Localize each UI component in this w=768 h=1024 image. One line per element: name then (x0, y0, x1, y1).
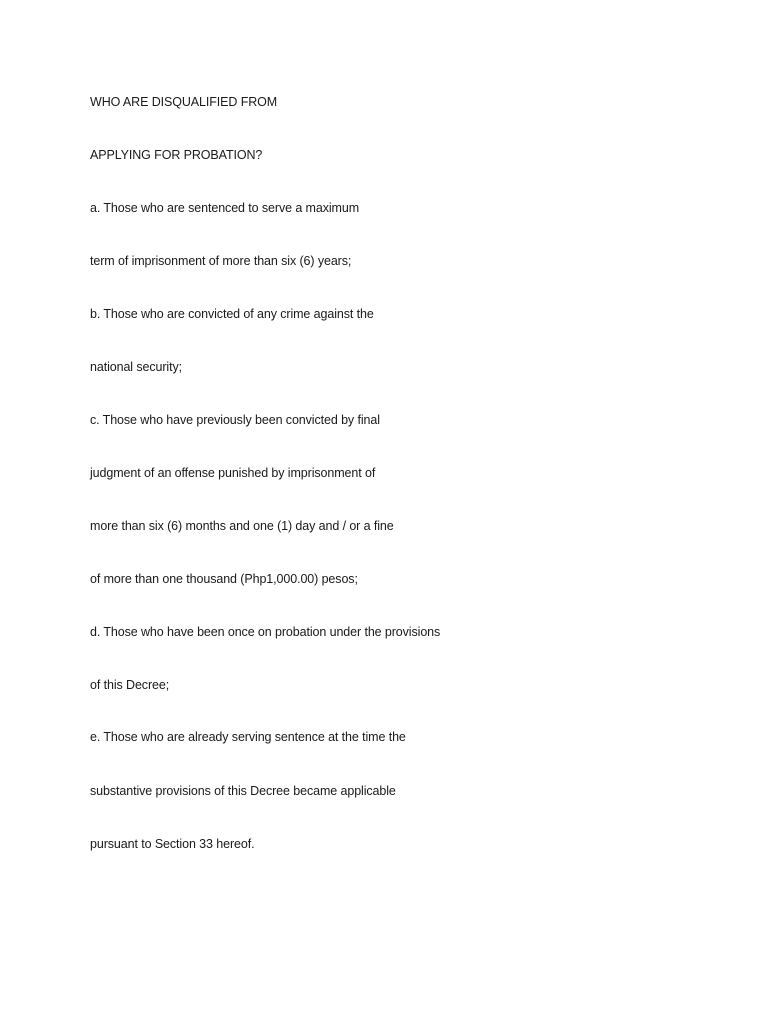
item-e-line-1: e. Those who are already serving sentence at the time the (90, 730, 406, 744)
item-c-line-2: judgment of an offense punished by imprisonment of (90, 466, 376, 480)
item-d-line-2: of this Decree; (90, 678, 170, 692)
item-c-line-3: more than six (6) months and one (1) day and / or a fine (90, 519, 394, 533)
item-e-line-3: pursuant to Section 33 hereof. (90, 837, 255, 851)
item-b-line-1: b. Those who are convicted of any crime against the (90, 307, 374, 321)
heading-line-1: WHO ARE DISQUALIFIED FROM (90, 95, 278, 109)
item-c-line-1: c. Those who have previously been convicted by final (90, 413, 380, 427)
heading-line-2: APPLYING FOR PROBATION? (90, 148, 263, 162)
item-a-line-1: a. Those who are sentenced to serve a maximum (90, 201, 360, 215)
item-d-line-1: d. Those who have been once on probation under the provisions (90, 625, 441, 639)
item-b-line-2: national security; (90, 360, 182, 374)
item-c-line-4: of more than one thousand (Php1,000.00) pesos; (90, 572, 358, 586)
item-e-line-2: substantive provisions of this Decree became applicable (90, 784, 396, 798)
item-a-line-2: term of imprisonment of more than six (6) years; (90, 254, 352, 268)
